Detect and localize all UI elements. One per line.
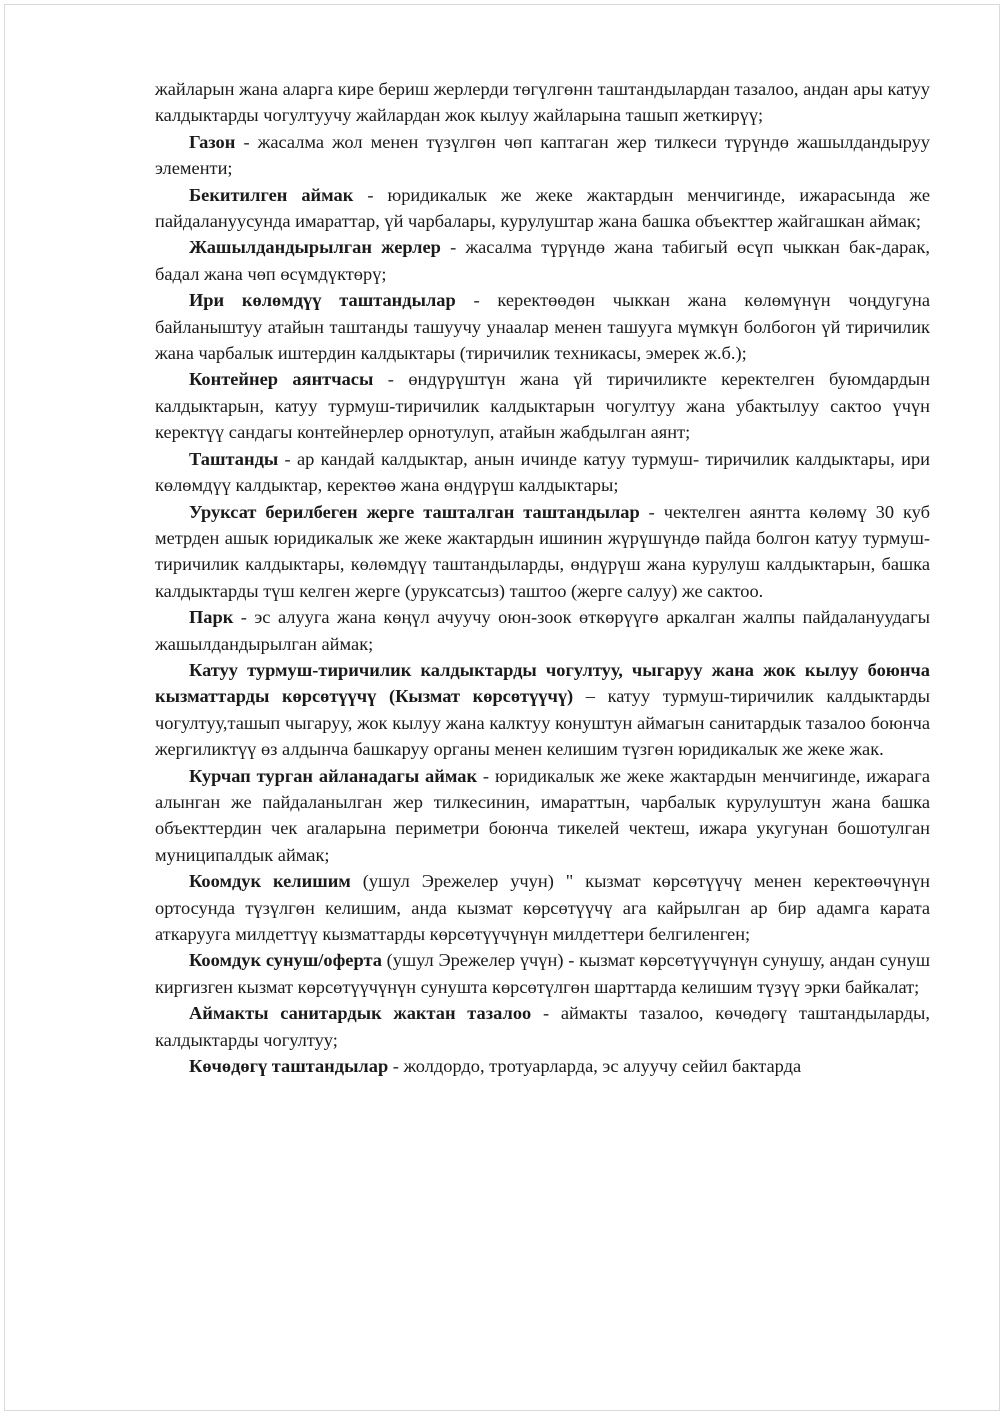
definition-term: Катуу турмуш-тиричилик калдыктарды чогултуу, чыгаруу жана жок кылуу боюнча кызматтарды көрсөтүүчү (Кызмат көрсөтүүчү) <box>155 659 930 707</box>
definition-paragraph <box>155 763 930 869</box>
definition-text: жасалма түрүндө жана табигый өсүп чыккан бак-дарак, бадал жана чөп өсүмдүктөрү; <box>155 237 930 284</box>
definition-term: Газон <box>189 131 236 152</box>
definitions-list <box>155 129 930 1080</box>
definition-paragraph <box>155 234 930 287</box>
definition-term: Коомдук сунуш/оферта <box>189 950 382 971</box>
definition-term: Парк <box>189 607 234 628</box>
definition-text: юридикалык же жеке жактардын менчигинде, ижарасында же пайдалануусунда имараттар, үй чарбалары, курулуштар жана башка объекттер жайгашкан аймак; <box>155 184 930 232</box>
definition-text: чектелген аянтта көлөмү 30 куб метрден ашык юридикалык же жеке жактардын ишинин жүрүшүндө пайда болгон катуу турмуш-тиричилик калдыктары, көлөмдүү таштандыларды, өндүрүш жана курулуш калдыктарын, башка калдыктарды түш келген жерге (уруксатсыз) таштоо (жерге салуу) же сактоо. <box>155 501 930 601</box>
definition-separator: - <box>353 184 388 205</box>
definition-text: аймакты тазалоо, көчөдөгү таштандыларды, калдыктарды чогултуу; <box>155 1003 930 1050</box>
definition-separator: - <box>278 448 297 469</box>
definition-separator: - <box>233 607 255 628</box>
definition-separator: - <box>455 290 498 311</box>
definition-text: жасалма жол менен түзүлгөн чөп каптаган жер тилкеси түрүндө жашылдандыруу элементи; <box>155 131 930 179</box>
definition-text: өндүрүштүн жана үй тиричиликте керектелген буюмдардын калдыктарын, катуу турмуш-тиричилик калдыктарын чогултуу жана убактылуу сактоо үчүн керектүү сандагы контейнерлер орнотулуп, атайын жабдылган аянт; <box>155 369 931 443</box>
definition-text: юридикалык же жеке жактардын менчигинде, ижарага алынган же пайдаланылган жер тилкесинин, имараттын, чарбалык курулуштун жана башка объекттердин чек araларына периметри боюнча тикелей чектеш, ижара укугунан бошотулган муниципалдык аймак; <box>155 765 930 865</box>
definition-separator: - <box>373 369 409 390</box>
definition-paragraph <box>155 182 930 235</box>
definition-paragraph <box>155 868 930 947</box>
definition-paragraph <box>155 129 930 182</box>
definition-text: катуу турмуш-тиричилик калдыктарды чогултуу,ташып чыгаруу, жок кылуу жана калктуу конуштун аймагын санитардык тазалоо боюнча жергиликтүү өз алдынча башкаруу органы менен келишим түзгөн юридикалык же жеке жак. <box>155 686 930 760</box>
definition-term: Аймакты санитардык жактан тазалоо <box>189 1003 532 1024</box>
definition-text: (ушул Эрежелер үчүн) - кызмат көрсөтүүчүнүн сунушу, андан сунуш киргизген кызмат көрсөтүүчүнүн сунушта көрсөтүлгөн шарттарда келишим түзүү эрки байкалат; <box>155 950 930 997</box>
lead-paragraph: жайларын жана аларга кире бериш жерлерди төгүлгөнн таштандылардан тазалоо, андан ары катуу калдыктарды чогултуучу жайлардан жок кылуу жайларына ташып жеткирүү; <box>155 79 930 126</box>
definition-text: эс алууга жана көңүл ачуучу оюн-зоок өткөрүүгө аркалган жалпы пайдалануудагы жашылдандырылган аймак; <box>155 607 930 654</box>
definition-text: керектөөдөн чыккан жана көлөмүнүн чоңдугуна байланыштуу атайын таштанды ташуучу унаалар менен ташууга мүмкүн болбогон үй тиричилик жана чарбалык иштердин калдыктары (тиричилик техникасы, эмерек ж.б.); <box>155 290 930 364</box>
definition-separator: – <box>573 686 608 707</box>
definition-separator: - <box>235 131 258 152</box>
document-page <box>4 4 1000 1411</box>
definition-separator <box>351 871 363 891</box>
definition-paragraph <box>155 947 930 1000</box>
definition-term: Коомдук келишим <box>189 871 351 892</box>
definition-term: Бекитилген аймак <box>189 184 354 205</box>
definition-separator: - <box>440 237 466 258</box>
definition-paragraph <box>155 287 930 366</box>
definition-separator: - <box>531 1003 561 1024</box>
definition-term: Көчөдөгү таштандылар <box>189 1056 389 1077</box>
definition-text: (ушул Эрежелер учун) " кызмат көрсөтүүчү менен керектөөчүнүн ортосунда түзүлгөн келишим, анда кызмат көрсөтүүчү ага кайрылган ар бир адамга карата аткарууга милдеттүү кызматтарды көрсөтүүчүнүн милдеттери белгиленген; <box>155 871 930 944</box>
definition-separator: - <box>477 765 495 786</box>
definition-term: Ири көлөмдүү таштандылар <box>189 290 456 311</box>
definition-paragraph <box>155 446 930 499</box>
definition-term: Контейнер аянтчасы <box>189 369 374 390</box>
definition-term: Курчап турган айланадагы аймак <box>189 765 478 786</box>
definition-paragraph <box>155 1000 930 1053</box>
definition-term: Жашылдандырылган жерлер <box>189 237 441 258</box>
definition-paragraph <box>155 1053 930 1079</box>
definition-paragraph <box>155 499 930 605</box>
document-body <box>155 76 930 1079</box>
definition-text: ар кандай калдыктар, анын ичинде катуу турмуш- тиричилик калдыктары, ири көлөмдүү калдыктар, керектөө жана өндүрүш калдыктары; <box>155 448 930 496</box>
definition-separator: - <box>388 1056 404 1077</box>
definition-paragraph <box>155 657 930 763</box>
definition-paragraph <box>155 604 930 657</box>
definition-separator: - <box>639 501 664 522</box>
definition-text: жолдордо, тротуарларда, эс алуучу сейил бактарда <box>403 1056 802 1077</box>
definition-paragraph <box>155 366 930 445</box>
definition-term: Таштанды <box>189 448 279 469</box>
definition-term: Уруксат берилбеген жерге ташталган таштандылар <box>189 501 640 522</box>
